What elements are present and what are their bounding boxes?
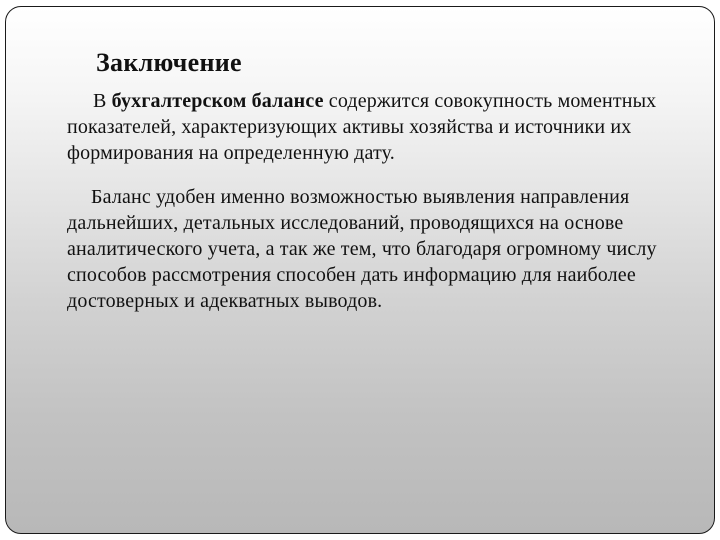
- paragraph-rest: содержится совокупность моментных показателей, характеризующих активы хозяйства и источники их формирования на определенную дату.: [67, 90, 657, 164]
- slide-content: [67, 46, 687, 314]
- paragraph-lead: В: [93, 90, 112, 112]
- slide-title: Заключение: [96, 48, 242, 77]
- paragraph-balance-usefulness: Баланс удобен именно возможностью выявления направления дальнейших, детальных исследований, проводящихся на основе аналитического учета, а так же тем, что благодаря огромному числу способов рассмотрения способен дать информацию для наиболее достоверных и адекватных выводов.: [67, 186, 657, 312]
- paragraph-balance-definition: [67, 88, 687, 166]
- bold-term: бухгалтерском балансе: [111, 90, 324, 112]
